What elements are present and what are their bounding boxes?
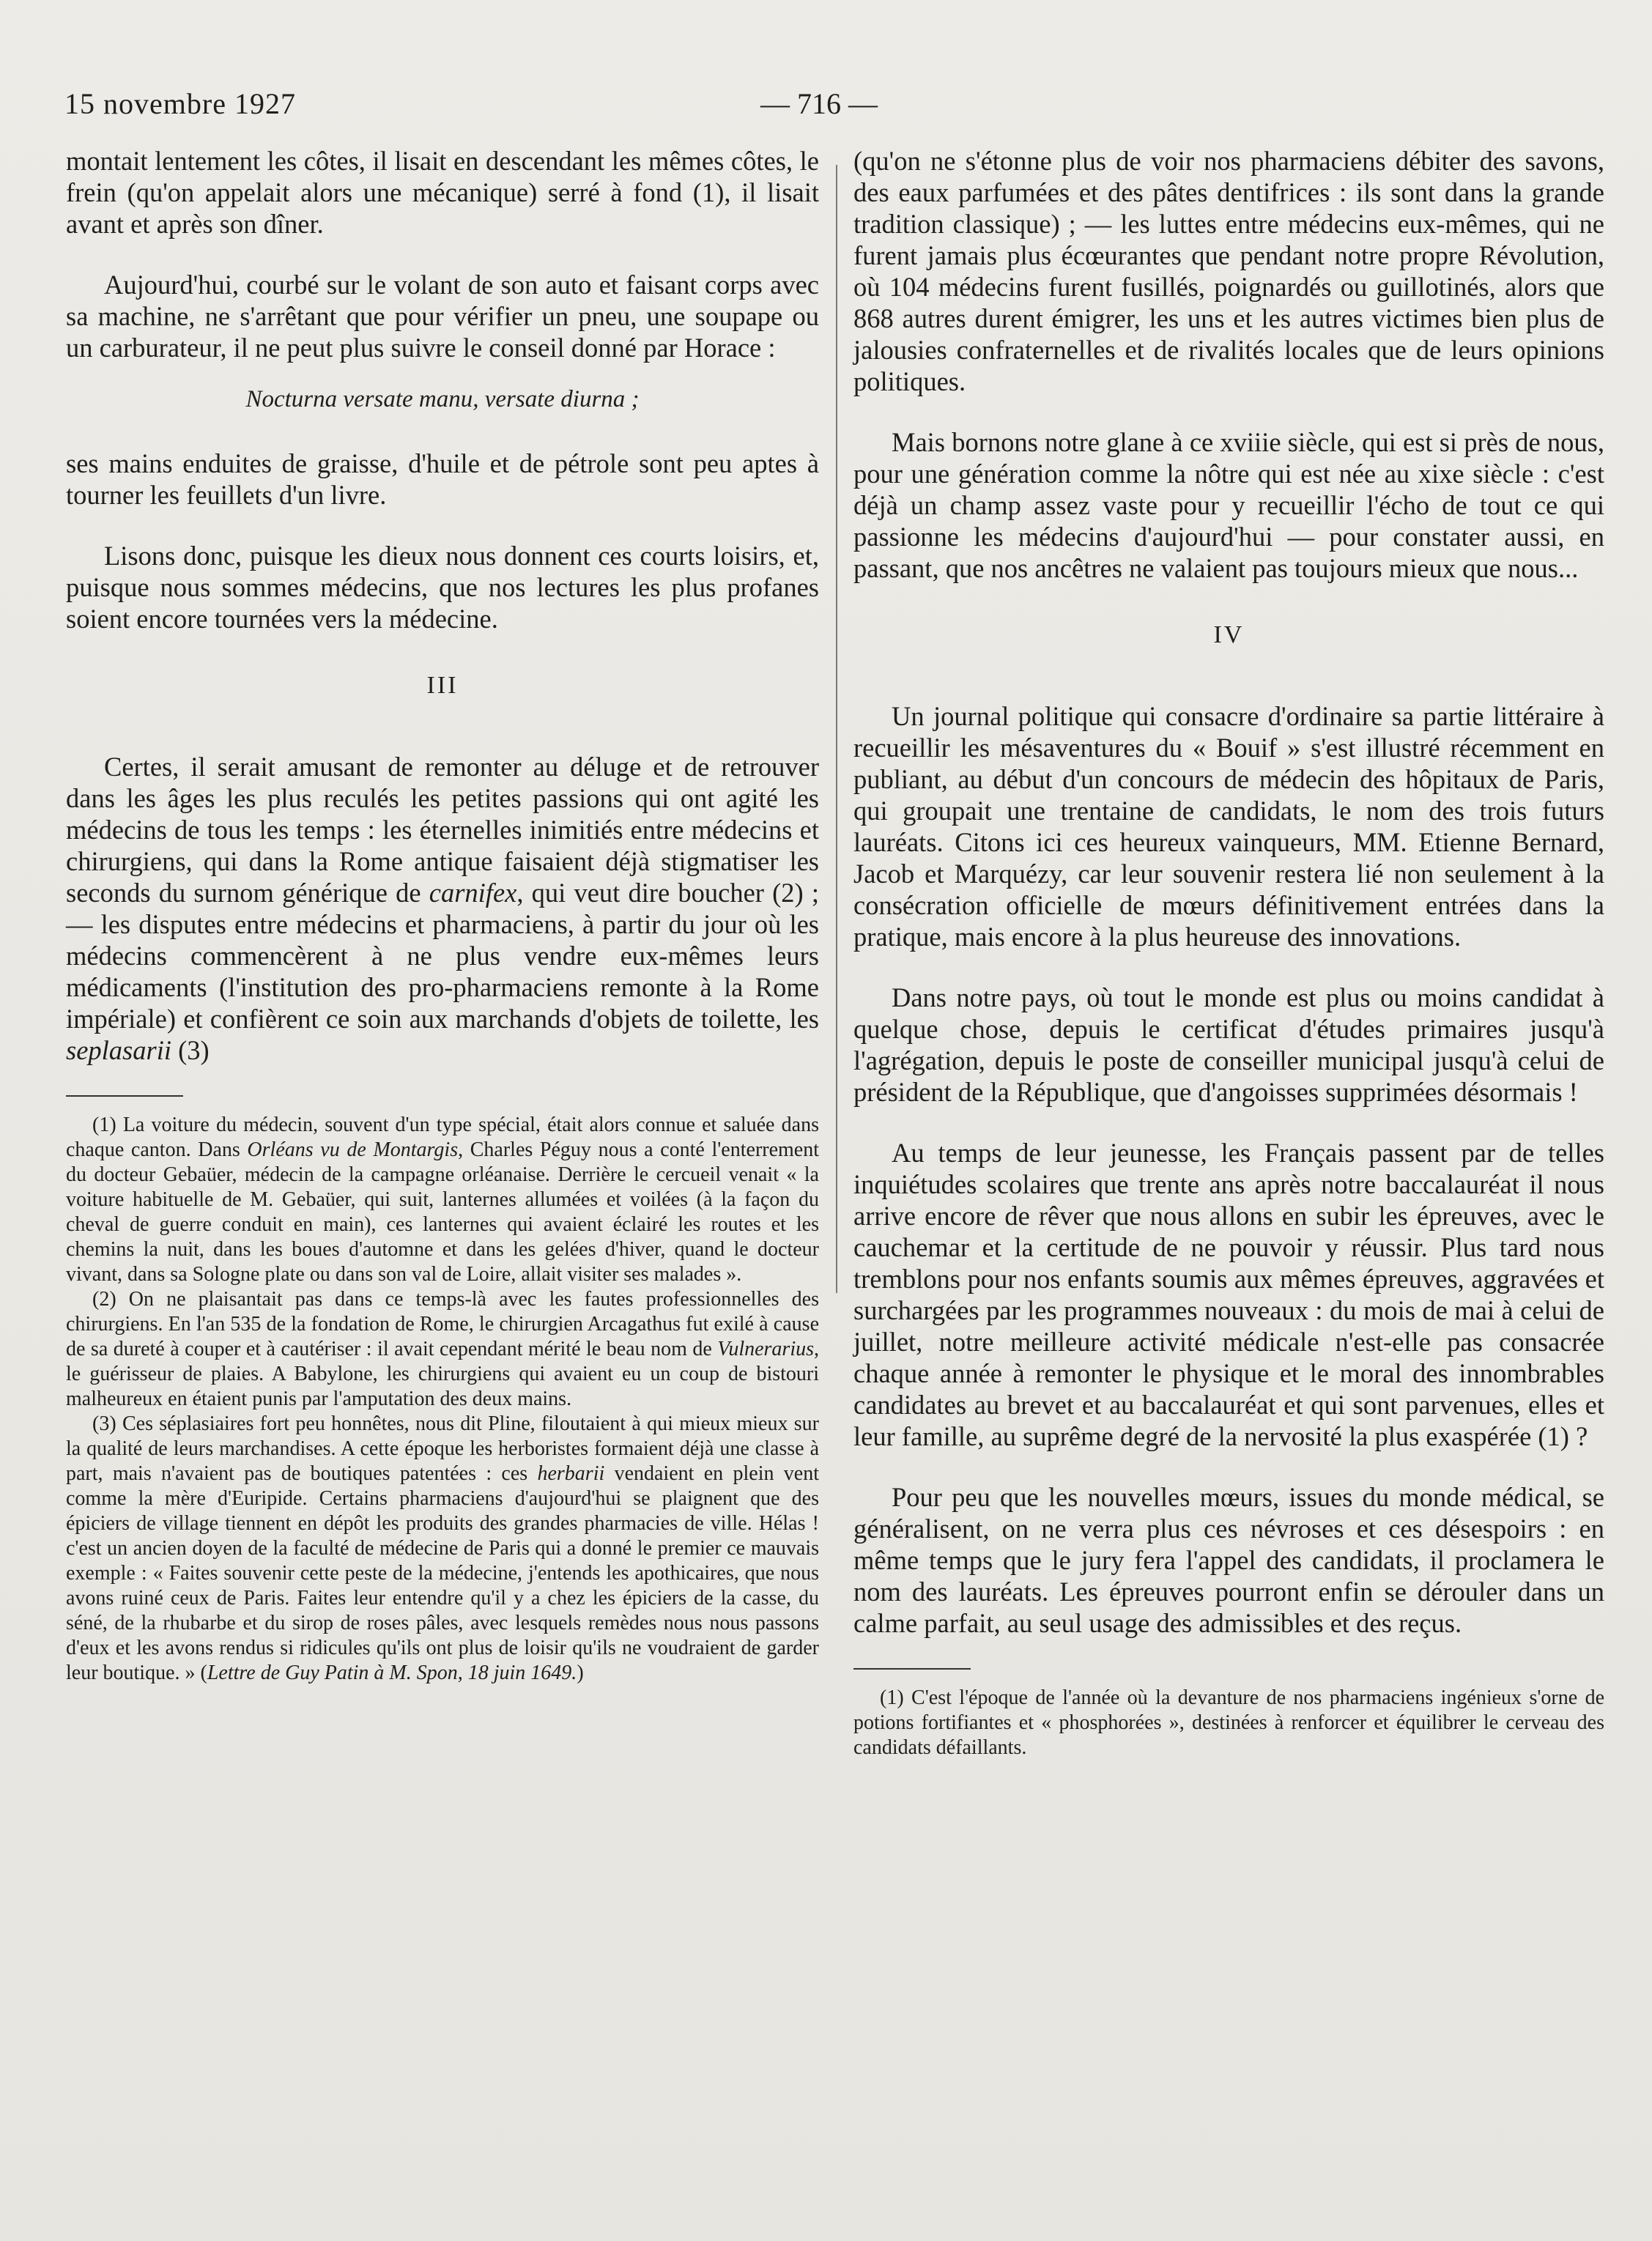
text-run: ): [577, 1662, 584, 1684]
section-heading: III: [426, 672, 459, 699]
paragraph: Un journal politique qui consacre d'ordinaire sa partie littéraire à recueillir les mésaventures du « Bouif » s'est illustré récemment en publiant, au début d'un concours de médecin des hôpitaux de Paris, qui groupait une trentaine de candidats, le nom des trois futurs lauréats. Citons ici ces heureux vainqueurs, MM. Etienne Bernard, Jacob et Marquézy, car leur souvenir restera lié non seulement à la consécration officielle de mœurs définitivement entrées dans la pratique, mais encore à la plus heureuse des innovations.: [853, 701, 1604, 952]
latin-verse: Nocturna versate manu, versate diurna ;: [245, 386, 640, 412]
footnote-rule: [853, 1668, 971, 1670]
page-number: — 716 —: [760, 87, 878, 120]
paragraph: ses mains enduites de graisse, d'huile et de pétrole sont peu aptes à tourner les feuillets d'un livre.: [66, 448, 819, 510]
paragraph: Pour peu que les nouvelles mœurs, issues du monde médical, se généralisent, on ne verra plus ces névroses et ces désespoirs : en même temps que le jury fera l'appel des candidats, il proclamera le nom des lauréats. Les épreuves pourront enfin se dérouler dans un calme parfait, au seul usage des admissibles et des reçus.: [853, 1482, 1604, 1638]
italic-title: Orléans vu de Montargis: [247, 1138, 459, 1161]
paragraph: Au temps de leur jeunesse, les Français passent par de telles inquiétudes scolaires que trente ans après notre baccalauréat il nous arrive encore de rêver que nous allons en subir les épreuves, avec le cauchemar et la certitude de ne pouvoir y réussir. Plus tard nous tremblons pour nos enfants soumis aux mêmes épreuves, aggravées et surchargées par les programmes nouveaux : du mois de mai à celui de juillet, notre meilleure activité médicale n'est-elle pas consacrée chaque année à remonter le physique et le moral des innombrables candidates au brevet et au baccalauréat et qui sont parvenues, elles et leur famille, au suprême degré de la nervosité la plus exaspérée (1) ?: [853, 1138, 1604, 1451]
text-run: (3) Ces séplasiaires fort peu honnêtes, nous dit Pline, filoutaient à qui mieux mieux sur la qualité de leurs marchandises. A cette époque les herboristes formaient déjà une classe à part, mais n'avaient pas de boutiques patentées : ces: [66, 1412, 819, 1485]
italic-term: Vulnerarius: [717, 1338, 814, 1360]
footnote-2: [66, 1287, 819, 1412]
issue-date: 15 novembre 1927: [64, 87, 296, 120]
text-run: , le guérisseur de plaies. A Babylone, les chirurgiens qui avaient eu un coup de bistouri malheureux en étaient punis par l'amputation des deux mains.: [66, 1338, 819, 1410]
column-divider: [836, 165, 837, 1293]
footnote-1: (1) C'est l'époque de l'année où la devanture de nos pharmaciens ingénieux s'orne de potions fortifiantes et « phosphorées », destinées à renforcer et équilibrer le cerveau des candidats défaillants.: [853, 1686, 1604, 1759]
text-run: Certes, il serait amusant de remonter au déluge et de retrouver dans les âges les plus reculés les petites passions qui ont agité les médecins de tous les temps : les éternelles inimitiés entre médecins et chirurgiens, qui dans la Rome antique faisaient déjà stigmatiser les seconds du surnom générique de: [66, 752, 819, 908]
page-header: [64, 86, 1582, 130]
italic-term: carnifex: [429, 878, 517, 908]
left-column: [66, 145, 819, 1686]
paragraph: Aujourd'hui, courbé sur le volant de son auto et faisant corps avec sa machine, ne s'arrêtant que pour vérifier un pneu, une soupape ou un carburateur, il ne peut plus suivre le conseil donné par Horace :: [66, 270, 819, 363]
paragraph: [66, 751, 819, 1066]
paragraph: (qu'on ne s'étonne plus de voir nos pharmaciens débiter des savons, des eaux parfumées et des pâtes dentifrices : ils sont dans la grande tradition classique) ; — les luttes entre médecins eux-mêmes, qui ne furent jamais plus écœurantes que pendant notre propre Révolution, où 104 médecins furent fusillés, poignardés ou guillotinés, alors que 868 autres durent émigrer, les uns et les autres victimes bien plus de jalousies confraternelles et de rivalités locales que de leurs opinions politiques.: [853, 146, 1604, 396]
footnote-3: [66, 1412, 819, 1686]
right-column: [853, 145, 1604, 1760]
paragraph: Mais bornons notre glane à ce xviiie siècle, qui est si près de nous, pour une génération comme la nôtre qui est née au xixe siècle : c'est déjà un champ assez vaste pour y recueillir l'écho de tout ce qui passionne les médecins d'aujourd'hui — pour constater aussi, en passant, que nos ancêtres ne valaient pas toujours mieux que nous...: [853, 427, 1604, 583]
italic-citation: Lettre de Guy Patin à M. Spon, 18 juin 1649.: [207, 1662, 577, 1684]
paragraph: Lisons donc, puisque les dieux nous donnent ces courts loisirs, et, puisque nous sommes médecins, que nos lectures les plus profanes soient encore tournées vers la médecine.: [66, 541, 819, 634]
italic-term: seplasarii: [66, 1035, 171, 1065]
footnote-1: [66, 1113, 819, 1287]
paragraph: montait lentement les côtes, il lisait en descendant les mêmes côtes, le frein (qu'on appelait alors une mécanique) serré à fond (1), il lisait avant et après son dîner.: [66, 146, 819, 239]
footnote-rule: [66, 1095, 183, 1097]
italic-term: herbarii: [537, 1462, 605, 1485]
text-run: (2) On ne plaisantait pas dans ce temps-là avec les fautes professionnelles des chirurgiens. En l'an 535 de la fondation de Rome, le chirurgien Arcagathus fut exilé à cause de sa dureté à couper et à cautériser : il avait cependant mérité le beau nom de: [66, 1288, 819, 1360]
text-run: vendaient en plein vent comme la mère d'Euripide. Certains pharmaciens d'aujourd'hui se plaignent que des épiciers de village tiennent en dépôt les produits des grandes pharmacies de ville. Hélas ! c'est un ancien doyen de la faculté de médecine de Paris qui a donné le premier ce mauvais exemple : « Faites souvenir cette peste de la médecine, j'entends les apothicaires, que nous avons ruiné ceux de Paris. Faites leur entendre qu'il y a chez les épiciers de la casse, du séné, de la rhubarbe et du sirop de roses pâles, avec lesquels remèdes nous nous passons d'eux et les avons rendus si ridicules qu'ils ont plus de loisir qu'ils ne voudraient de garder leur boutique. » (: [66, 1462, 819, 1684]
text-run: (3): [171, 1035, 210, 1065]
text-run: , qui veut dire boucher (2) ; — les disputes entre médecins et pharmaciens, à partir du jour où les médecins commencèrent à ne plus vendre eux-mêmes leurs médicaments (l'institution des pro-pharmaciens remonte à la Rome impériale) et confièrent ce soin aux marchands d'objets de toilette, les: [66, 878, 819, 1034]
section-heading: IV: [1213, 621, 1245, 648]
text-run: (1) La voiture du médecin, souvent d'un type spécial, était alors connue et saluée dans chaque canton. Dans: [66, 1114, 819, 1161]
text-run: , Charles Péguy nous a conté l'enterrement du docteur Gebaüer, médecin de la campagne orléanaise. Derrière le cercueil venait « la voiture habituelle de M. Gebaüer, qui suit, lanternes allumées et voilées (à la façon du cheval de guerre conduit en main), ces lanternes qui avaient éclairé les routes et les chemins la nuit, dans les boues d'automne et dans les gelées d'hiver, quand le docteur vivant, dans sa Sologne plate ou dans son val de Loire, allait visiter ses malades ».: [66, 1138, 820, 1286]
paragraph: Dans notre pays, où tout le monde est plus ou moins candidat à quelque chose, depuis le certificat d'études primaires jusqu'à l'agrégation, depuis le poste de conseiller municipal jusqu'à celui de président de la République, que d'angoisses supprimées désormais !: [853, 982, 1604, 1107]
